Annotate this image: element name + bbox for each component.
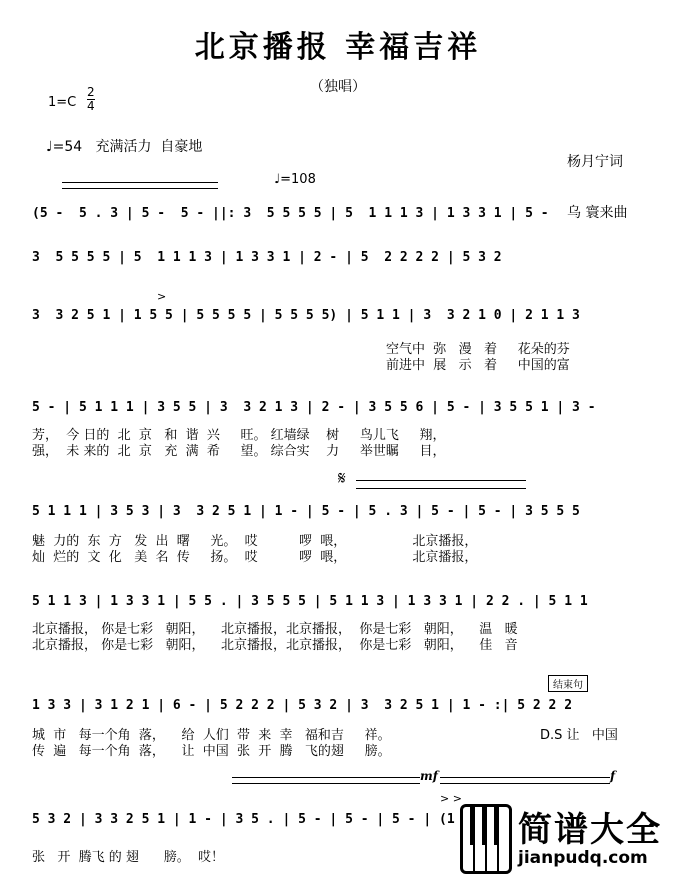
accent-marks: > >	[440, 792, 462, 805]
segno-sign: 𝄋	[338, 468, 346, 489]
lyric-row4-verse1: 芳， 今 日的 北 京 和 谐 兴 旺。 红墙绿 树 鸟儿飞 翔，	[32, 428, 446, 443]
piano-keys-icon	[460, 804, 512, 874]
crescendo-hairpin-2	[232, 783, 420, 784]
lyric-row3-verse1: 空气中 弥 漫 着 花朵的芬	[386, 342, 570, 357]
credits	[567, 120, 627, 239]
decrescendo-line-bottom	[356, 488, 526, 489]
lyric-coda: D.S 让 中国	[540, 728, 618, 743]
staff-line-1: (5 - 5 . 3 | 5 - 5 - ||: 3 5 5 5 5 | 5 1 1 1 3 | 1 3 3 1 | 5 -	[32, 206, 549, 221]
lyricist: 杨月宁词	[567, 154, 623, 170]
key-signature: 1=C	[48, 95, 77, 110]
time-denominator: 4	[87, 99, 95, 113]
accent-mark: >	[157, 290, 167, 303]
staff-line-6: 5 1 1 3 | 1 3 3 1 | 5 5 . | 3 5 5 5 | 5 1 1 3 | 1 3 3 1 | 2 2 . | 5 1 1	[32, 594, 588, 609]
song-title: 北京播报 幸福吉祥	[194, 30, 482, 65]
crescendo-hairpin-4	[440, 783, 610, 784]
dynamic-mf: mf	[420, 769, 438, 783]
end-section-label: 结束句	[548, 675, 588, 692]
lyric-row6-verse1: 北京播报， 你是七彩 朝阳， 北京播报，北京播报， 你是七彩 朝阳， 温 暖	[32, 622, 518, 637]
lyric-row4-verse2: 强， 未 来的 北 京 充 满 希 望。 综合实 力 举世瞩 目，	[32, 444, 446, 459]
dynamic-f: f	[610, 769, 616, 783]
staff-line-7: 1 3 3 | 3 1 2 1 | 6 - | 5 2 2 2 | 5 3 2 | 3 3 2 5 1 | 1 - :| 5 2 2 2	[32, 698, 573, 713]
crescendo-line-top	[62, 182, 218, 183]
staff-line-2: 3 5 5 5 5 | 5 1 1 1 3 | 1 3 3 1 | 2 - | 5 2 2 2 2 | 5 3 2	[32, 250, 502, 265]
lyric-row8: 张 开 腾飞 的 翅 膀。 哎！	[32, 850, 224, 865]
lyric-row3-verse2: 前进中 展 示 着 中国的富	[386, 358, 570, 373]
crescendo-line-bottom	[62, 188, 218, 189]
staff-line-3: 3 3 2 5 1 | 1 5 5 | 5 5 5 5 | 5 5 5 5) | 5 1 1 | 3 3 2 1 0 | 2 1 1 3	[32, 308, 580, 323]
crescendo-hairpin-1	[232, 777, 420, 778]
intro-tempo: ♩=54 充满活力 自豪地	[46, 139, 203, 155]
lyric-row7-verse2: 传 遍 每一个角 落， 让 中国 张 开 腾 飞的翅 膀。	[32, 744, 391, 759]
watermark-name: 简谱大全	[518, 810, 662, 850]
main-tempo: ♩=108	[274, 172, 316, 187]
staff-line-8: 5 3 2 | 3 3 2 5 1 | 1 - | 3 5 . | 5 - | 5 - | 5 - | (1	[32, 812, 455, 827]
decrescendo-line-top	[356, 480, 526, 481]
staff-line-4: 5 - | 5 1 1 1 | 3 5 5 | 3 3 2 1 3 | 2 - | 3 5 5 6 | 5 - | 3 5 5 1 | 3 -	[32, 400, 596, 415]
lyric-row6-verse2: 北京播报， 你是七彩 朝阳， 北京播报，北京播报， 你是七彩 朝阳， 佳 音	[32, 638, 518, 653]
time-signature	[87, 86, 95, 113]
lyric-row5-verse1: 魅 力的 东 方 发 出 曙 光。 哎 啰 喂， 北京播报，	[32, 534, 478, 549]
lyric-row7-verse1: 城 市 每一个角 落， 给 人们 带 来 幸 福和吉 祥。	[32, 728, 391, 743]
song-subtitle: （独唱）	[310, 79, 366, 95]
watermark-logo	[460, 802, 676, 873]
staff-line-5: 5 1 1 1 | 3 5 3 | 3 3 2 5 1 | 1 - | 5 - | 5 . 3 | 5 - | 5 - | 3 5 5 5	[32, 504, 580, 519]
crescendo-hairpin-3	[440, 777, 610, 778]
time-numerator: 2	[87, 85, 95, 99]
lyric-row5-verse2: 灿 烂的 文 化 美 名 传 扬。 哎 啰 喂， 北京播报，	[32, 550, 478, 565]
watermark-url: jianpudq.com	[518, 848, 648, 868]
composer: 乌 寰来曲	[567, 205, 628, 221]
